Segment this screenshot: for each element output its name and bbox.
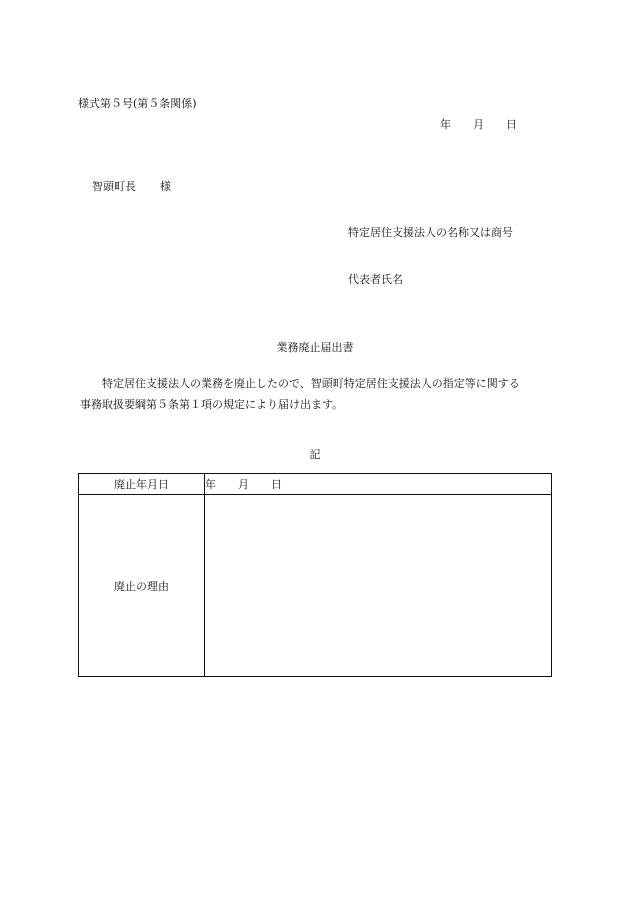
- month-label: 月: [473, 118, 484, 131]
- corporation-name-label: 特定居住支援法人の名称又は商号: [348, 226, 513, 239]
- addressee-name: 智頭町長: [92, 180, 136, 193]
- table-row-reason: [79, 495, 552, 677]
- date-value-cell[interactable]: [205, 474, 552, 495]
- year-label: 年: [440, 118, 451, 131]
- year-label: 年: [205, 478, 216, 491]
- date-label-cell: 廃止年月日: [79, 474, 205, 495]
- body-line-1: 特定居住支援法人の業務を廃止したので、智頭町特定居住支援法人の指定等に関する: [102, 377, 520, 390]
- discontinuation-table: [78, 473, 552, 677]
- ki-heading: 記: [309, 448, 321, 461]
- submission-date: [440, 119, 517, 130]
- table-row-date: [79, 474, 552, 495]
- form-number: 様式第５号(第５条関係): [78, 97, 197, 110]
- representative-name-label: 代表者氏名: [348, 273, 403, 286]
- document-title: 業務廃止届出書: [276, 341, 354, 354]
- reason-label-cell: 廃止の理由: [79, 495, 205, 677]
- addressee-honorific: 様: [160, 180, 171, 193]
- day-label: 日: [506, 118, 517, 131]
- addressee: [92, 181, 171, 192]
- body-paragraph: [80, 373, 540, 415]
- body-line-2: 事務取扱要綱第５条第１項の規定により届け出ます。: [80, 398, 344, 411]
- reason-value-cell[interactable]: [205, 495, 552, 677]
- month-label: 月: [238, 478, 249, 491]
- day-label: 日: [271, 478, 282, 491]
